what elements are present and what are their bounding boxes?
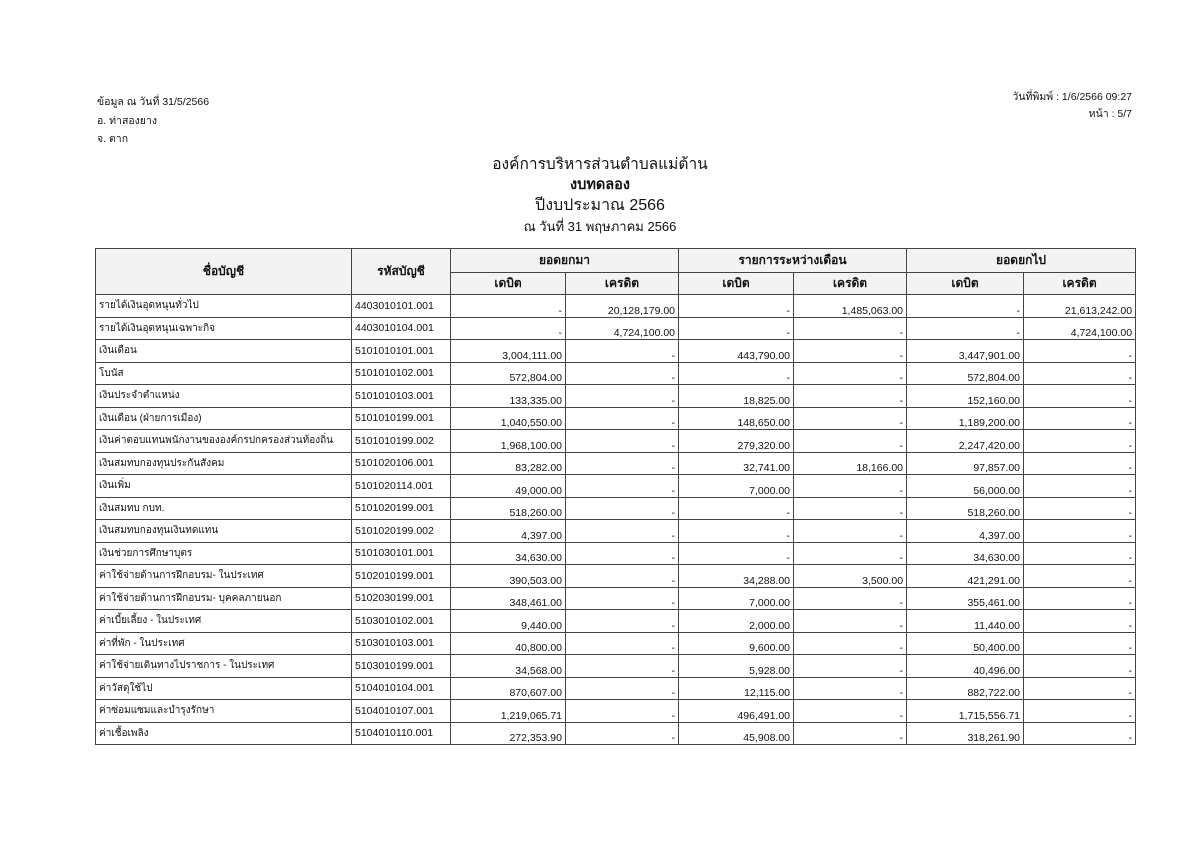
cf-credit-cell: - — [1024, 452, 1136, 475]
cf-credit-cell: 4,724,100.00 — [1024, 317, 1136, 340]
month-debit-cell: 9,600.00 — [679, 632, 794, 655]
cf-credit-cell: - — [1024, 475, 1136, 498]
cf-debit-cell: 882,722.00 — [907, 677, 1024, 700]
cf-debit-cell: 50,400.00 — [907, 632, 1024, 655]
table-row — [96, 587, 1136, 610]
account-name-cell: โบนัส — [96, 362, 352, 385]
month-credit-cell: - — [794, 610, 907, 633]
account-code-cell: 5101010101.001 — [352, 340, 451, 363]
cf-credit-cell: - — [1024, 497, 1136, 520]
month-debit-cell: 7,000.00 — [679, 475, 794, 498]
month-credit-cell: - — [794, 407, 907, 430]
account-name-cell: ค่าวัสดุใช้ไป — [96, 677, 352, 700]
account-name-cell: ค่าเบี้ยเลี้ยง - ในประเทศ — [96, 610, 352, 633]
header-brought-forward: ยอดยกมา — [451, 249, 679, 273]
month-credit-cell: - — [794, 520, 907, 543]
table-row — [96, 542, 1136, 565]
table-row — [96, 475, 1136, 498]
month-credit-cell: - — [794, 317, 907, 340]
header-during-month: รายการระหว่างเดือน — [679, 249, 907, 273]
bf-credit-cell: - — [566, 610, 679, 633]
district-label: อ. ท่าสองยาง — [97, 114, 157, 127]
cf-debit-cell: 11,440.00 — [907, 610, 1024, 633]
account-code-cell: 5101020199.001 — [352, 497, 451, 520]
month-debit-cell: 2,000.00 — [679, 610, 794, 633]
cf-debit-cell: 421,291.00 — [907, 565, 1024, 588]
table-row — [96, 385, 1136, 408]
account-code-cell: 5101030101.001 — [352, 542, 451, 565]
bf-credit-cell: - — [566, 542, 679, 565]
cf-credit-cell: - — [1024, 565, 1136, 588]
account-code-cell: 4403010101.001 — [352, 295, 451, 318]
month-credit-cell: - — [794, 385, 907, 408]
data-as-of-date: ข้อมูล ณ วันที่ 31/5/2566 — [97, 96, 210, 108]
account-code-cell: 5104010104.001 — [352, 677, 451, 700]
bf-debit-cell: 40,800.00 — [451, 632, 566, 655]
bf-debit-cell: 348,461.00 — [451, 587, 566, 610]
cf-debit-cell: 518,260.00 — [907, 497, 1024, 520]
trial-balance-table — [95, 248, 1136, 745]
bf-debit-cell: 272,353.90 — [451, 722, 566, 745]
cf-debit-cell: 1,715,556.71 — [907, 700, 1024, 723]
bf-credit-cell: - — [566, 407, 679, 430]
bf-debit-cell: 3,004,111.00 — [451, 340, 566, 363]
header-account-name: ชื่อบัญชี — [96, 249, 352, 295]
account-name-cell: เงินสมทบกองทุนประกันสังคม — [96, 452, 352, 475]
bf-debit-cell: 4,397.00 — [451, 520, 566, 543]
bf-credit-cell: - — [566, 452, 679, 475]
header-bf-credit: เครดิต — [566, 273, 679, 295]
month-credit-cell: - — [794, 497, 907, 520]
organization-name: องค์การบริหารส่วนตำบลแม่ต้าน — [492, 156, 708, 173]
table-row — [96, 317, 1136, 340]
bf-debit-cell: 1,968,100.00 — [451, 430, 566, 453]
month-credit-cell: 1,485,063.00 — [794, 295, 907, 318]
account-name-cell: เงินช่วยการศึกษาบุตร — [96, 542, 352, 565]
cf-debit-cell: 1,189,200.00 — [907, 407, 1024, 430]
month-credit-cell: 18,166.00 — [794, 452, 907, 475]
month-credit-cell: - — [794, 430, 907, 453]
month-debit-cell: 12,115.00 — [679, 677, 794, 700]
month-credit-cell: - — [794, 655, 907, 678]
cf-credit-cell: - — [1024, 587, 1136, 610]
month-debit-cell: 496,491.00 — [679, 700, 794, 723]
bf-debit-cell: 870,607.00 — [451, 677, 566, 700]
account-code-cell: 5103010102.001 — [352, 610, 451, 633]
bf-credit-cell: - — [566, 632, 679, 655]
cf-debit-cell: 3,447,901.00 — [907, 340, 1024, 363]
table-row — [96, 655, 1136, 678]
bf-debit-cell: 1,219,065.71 — [451, 700, 566, 723]
account-code-cell: 5102030199.001 — [352, 587, 451, 610]
cf-debit-cell: 355,461.00 — [907, 587, 1024, 610]
cf-credit-cell: - — [1024, 610, 1136, 633]
cf-debit-cell: 56,000.00 — [907, 475, 1024, 498]
fiscal-year: ปีงบประมาณ 2566 — [535, 197, 665, 214]
bf-credit-cell: - — [566, 700, 679, 723]
report-meta-right — [1012, 89, 1132, 123]
bf-credit-cell: - — [566, 475, 679, 498]
account-code-cell: 4403010104.001 — [352, 317, 451, 340]
month-debit-cell: - — [679, 497, 794, 520]
cf-credit-cell: - — [1024, 700, 1136, 723]
month-credit-cell: - — [794, 700, 907, 723]
month-credit-cell: - — [794, 587, 907, 610]
account-code-cell: 5103010199.001 — [352, 655, 451, 678]
cf-debit-cell: 97,857.00 — [907, 452, 1024, 475]
report-titles — [0, 154, 1200, 236]
month-debit-cell: 279,320.00 — [679, 430, 794, 453]
cf-debit-cell: 572,804.00 — [907, 362, 1024, 385]
month-debit-cell: 45,908.00 — [679, 722, 794, 745]
cf-debit-cell: 318,261.90 — [907, 722, 1024, 745]
account-name-cell: ค่าที่พัก - ในประเทศ — [96, 632, 352, 655]
bf-debit-cell: 390,503.00 — [451, 565, 566, 588]
account-code-cell: 5101010103.001 — [352, 385, 451, 408]
month-credit-cell: - — [794, 542, 907, 565]
account-name-cell: ค่าเชื้อเพลิง — [96, 722, 352, 745]
account-code-cell: 5104010107.001 — [352, 700, 451, 723]
month-debit-cell: 148,650.00 — [679, 407, 794, 430]
account-code-cell: 5104010110.001 — [352, 722, 451, 745]
table-row — [96, 700, 1136, 723]
month-debit-cell: 5,928.00 — [679, 655, 794, 678]
cf-debit-cell: 4,397.00 — [907, 520, 1024, 543]
account-name-cell: เงินเดือน (ฝ่ายการเมือง) — [96, 407, 352, 430]
bf-credit-cell: - — [566, 362, 679, 385]
table-body — [96, 295, 1136, 745]
table-row — [96, 632, 1136, 655]
province-label: จ. ตาก — [97, 133, 129, 145]
bf-credit-cell: - — [566, 677, 679, 700]
cf-debit-cell: - — [907, 295, 1024, 318]
month-debit-cell: 34,288.00 — [679, 565, 794, 588]
table-row — [96, 295, 1136, 318]
account-code-cell: 5101010102.001 — [352, 362, 451, 385]
bf-credit-cell: - — [566, 655, 679, 678]
header-bf-debit: เดบิต — [451, 273, 566, 295]
cf-credit-cell: - — [1024, 542, 1136, 565]
bf-credit-cell: 20,128,179.00 — [566, 295, 679, 318]
print-date: วันที่พิมพ์ : 1/6/2566 09:27 — [1012, 91, 1132, 103]
account-code-cell: 5101010199.002 — [352, 430, 451, 453]
cf-credit-cell: 21,613,242.00 — [1024, 295, 1136, 318]
header-cf-debit: เดบิต — [907, 273, 1024, 295]
month-debit-cell: 7,000.00 — [679, 587, 794, 610]
month-credit-cell: - — [794, 340, 907, 363]
account-name-cell: เงินประจำตำแหน่ง — [96, 385, 352, 408]
month-credit-cell: - — [794, 362, 907, 385]
account-code-cell: 5101020114.001 — [352, 475, 451, 498]
cf-credit-cell: - — [1024, 655, 1136, 678]
account-code-cell: 5102010199.001 — [352, 565, 451, 588]
month-credit-cell: - — [794, 632, 907, 655]
cf-debit-cell: 152,160.00 — [907, 385, 1024, 408]
month-debit-cell: - — [679, 317, 794, 340]
account-name-cell: ค่าใช้จ่ายด้านการฝึกอบรม- บุคคลภายนอก — [96, 587, 352, 610]
header-carried-forward: ยอดยกไป — [907, 249, 1136, 273]
cf-credit-cell: - — [1024, 677, 1136, 700]
account-name-cell: เงินสมทบกองทุนเงินทดแทน — [96, 520, 352, 543]
header-month-debit: เดบิต — [679, 273, 794, 295]
account-name-cell: ค่าซ่อมแซมและบำรุงรักษา — [96, 700, 352, 723]
bf-credit-cell: - — [566, 497, 679, 520]
month-credit-cell: - — [794, 475, 907, 498]
cf-debit-cell: - — [907, 317, 1024, 340]
bf-credit-cell: - — [566, 340, 679, 363]
account-code-cell: 5101020199.002 — [352, 520, 451, 543]
month-debit-cell: 443,790.00 — [679, 340, 794, 363]
bf-credit-cell: - — [566, 587, 679, 610]
account-code-cell: 5103010103.001 — [352, 632, 451, 655]
table-row — [96, 340, 1136, 363]
account-name-cell: ค่าใช้จ่ายเดินทางไปราชการ - ในประเทศ — [96, 655, 352, 678]
cf-credit-cell: - — [1024, 722, 1136, 745]
cf-credit-cell: - — [1024, 632, 1136, 655]
month-debit-cell: 32,741.00 — [679, 452, 794, 475]
cf-credit-cell: - — [1024, 520, 1136, 543]
account-name-cell: รายได้เงินอุดหนุนเฉพาะกิจ — [96, 317, 352, 340]
month-credit-cell: 3,500.00 — [794, 565, 907, 588]
table-row — [96, 430, 1136, 453]
bf-credit-cell: - — [566, 722, 679, 745]
table-row — [96, 407, 1136, 430]
cf-credit-cell: - — [1024, 407, 1136, 430]
month-credit-cell: - — [794, 722, 907, 745]
month-debit-cell: - — [679, 520, 794, 543]
table-row — [96, 362, 1136, 385]
table-row — [96, 452, 1136, 475]
account-code-cell: 5101020106.001 — [352, 452, 451, 475]
cf-credit-cell: - — [1024, 362, 1136, 385]
account-name-cell: เงินสมทบ กบท. — [96, 497, 352, 520]
cf-credit-cell: - — [1024, 430, 1136, 453]
bf-debit-cell: - — [451, 317, 566, 340]
header-month-credit: เครดิต — [794, 273, 907, 295]
bf-debit-cell: 133,335.00 — [451, 385, 566, 408]
header-cf-credit: เครดิต — [1024, 273, 1136, 295]
bf-credit-cell: - — [566, 565, 679, 588]
table-row — [96, 610, 1136, 633]
account-code-cell: 5101010199.001 — [352, 407, 451, 430]
month-debit-cell: 18,825.00 — [679, 385, 794, 408]
report-title: งบทดลอง — [570, 177, 630, 193]
report-meta-left — [97, 93, 209, 149]
month-credit-cell: - — [794, 677, 907, 700]
bf-debit-cell: 9,440.00 — [451, 610, 566, 633]
table-row — [96, 497, 1136, 520]
month-debit-cell: - — [679, 542, 794, 565]
bf-credit-cell: - — [566, 430, 679, 453]
bf-debit-cell: - — [451, 295, 566, 318]
cf-credit-cell: - — [1024, 340, 1136, 363]
account-name-cell: เงินค่าตอบแทนพนักงานขององค์กรปกครองส่วนท้องถิ่น — [96, 430, 352, 453]
bf-debit-cell: 34,630.00 — [451, 542, 566, 565]
header-account-code: รหัสบัญชี — [352, 249, 451, 295]
cf-debit-cell: 2,247,420.00 — [907, 430, 1024, 453]
bf-credit-cell: - — [566, 385, 679, 408]
cf-credit-cell: - — [1024, 385, 1136, 408]
table-row — [96, 677, 1136, 700]
bf-debit-cell: 1,040,550.00 — [451, 407, 566, 430]
account-name-cell: รายได้เงินอุดหนุนทั่วไป — [96, 295, 352, 318]
bf-credit-cell: - — [566, 520, 679, 543]
cf-debit-cell: 34,630.00 — [907, 542, 1024, 565]
bf-debit-cell: 49,000.00 — [451, 475, 566, 498]
page-number: หน้า : 5/7 — [1088, 108, 1132, 120]
month-debit-cell: - — [679, 362, 794, 385]
table-row — [96, 565, 1136, 588]
report-as-of-date: ณ วันที่ 31 พฤษภาคม 2566 — [523, 219, 677, 234]
cf-debit-cell: 40,496.00 — [907, 655, 1024, 678]
bf-debit-cell: 83,282.00 — [451, 452, 566, 475]
account-name-cell: เงินเดือน — [96, 340, 352, 363]
bf-debit-cell: 34,568.00 — [451, 655, 566, 678]
account-name-cell: ค่าใช้จ่ายด้านการฝึกอบรม- ในประเทศ — [96, 565, 352, 588]
table-row — [96, 520, 1136, 543]
table-header — [96, 249, 1136, 295]
account-name-cell: เงินเพิ่ม — [96, 475, 352, 498]
bf-debit-cell: 518,260.00 — [451, 497, 566, 520]
bf-credit-cell: 4,724,100.00 — [566, 317, 679, 340]
table-row — [96, 722, 1136, 745]
bf-debit-cell: 572,804.00 — [451, 362, 566, 385]
month-debit-cell: - — [679, 295, 794, 318]
